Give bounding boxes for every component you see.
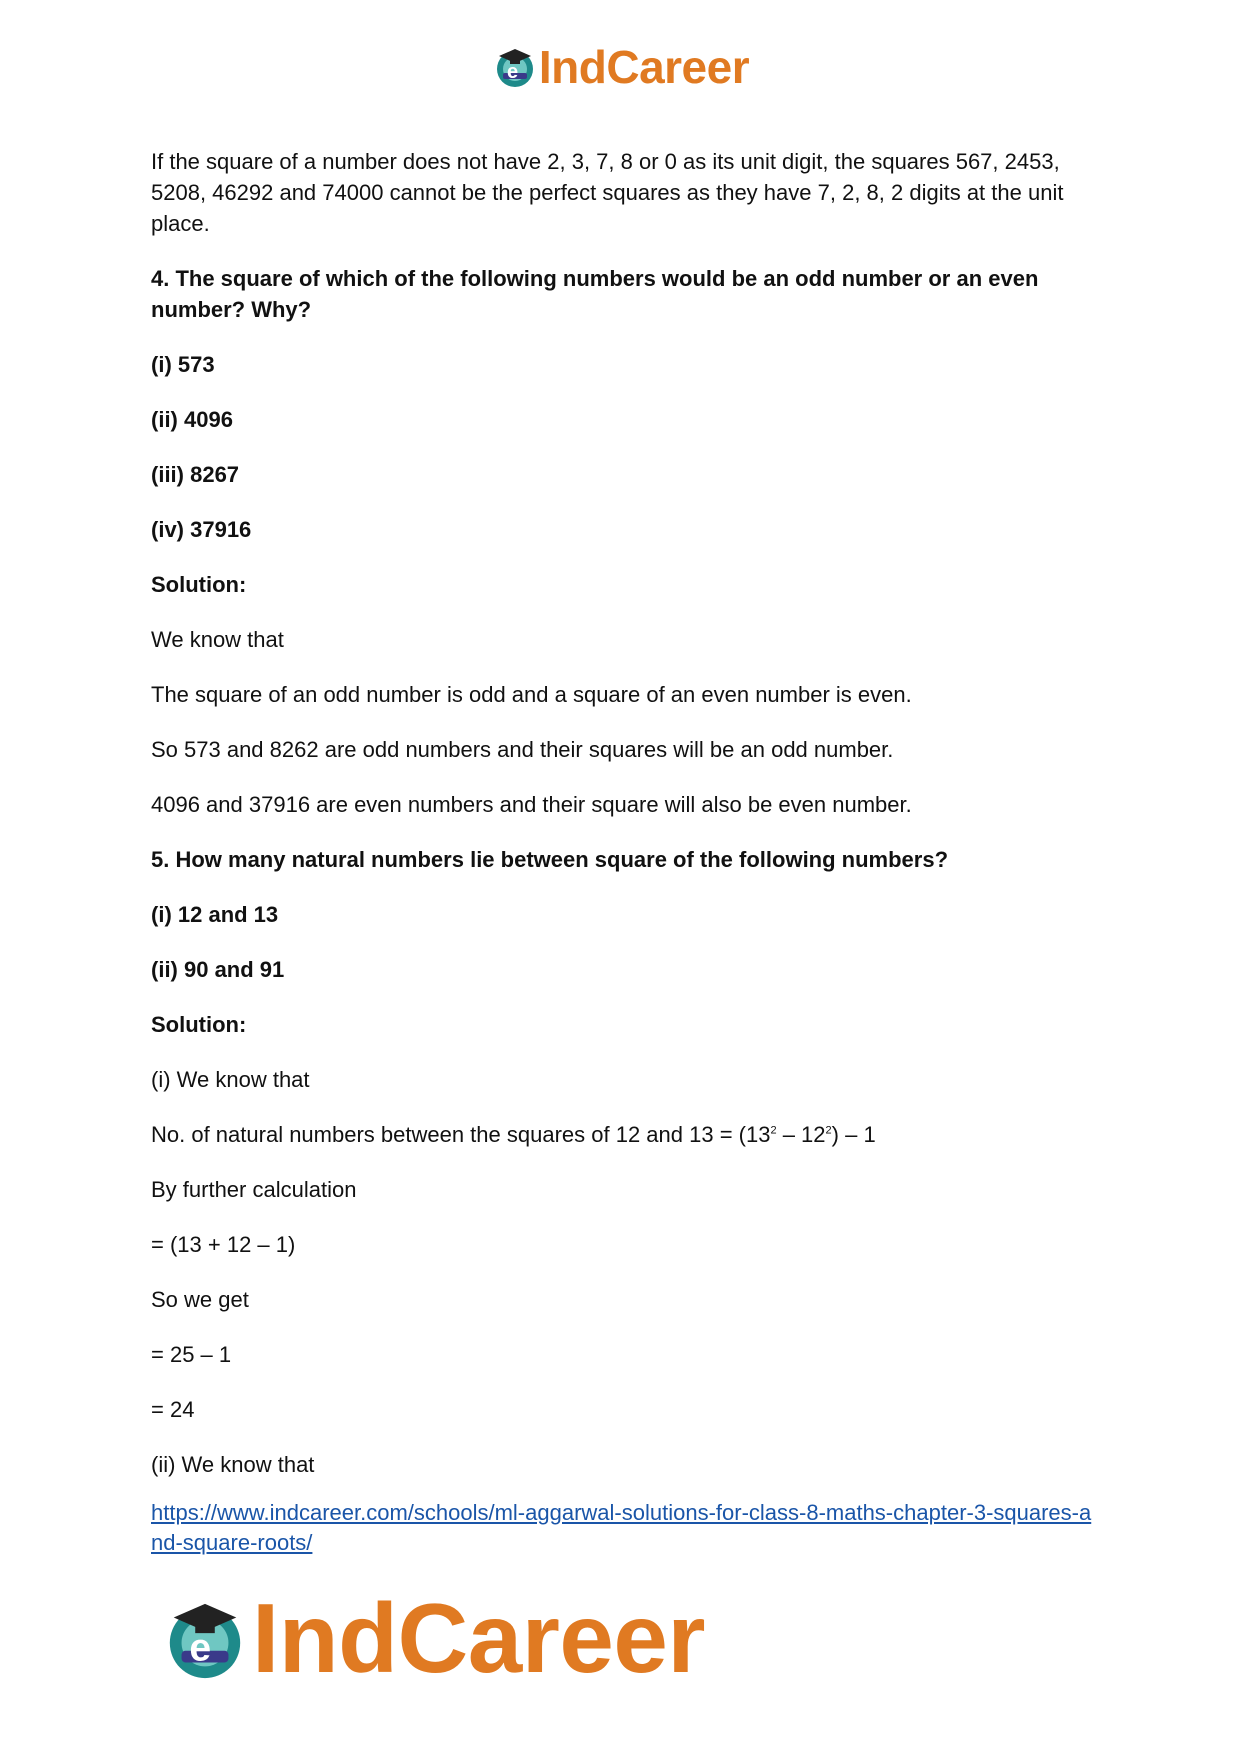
q4-option: (ii) 4096: [151, 407, 233, 432]
formula-prefix: No. of natural numbers between the squares of 12 and 13 = (13: [151, 1122, 771, 1147]
formula-suffix: ) – 1: [831, 1122, 876, 1147]
footer-logo: [162, 1582, 705, 1695]
graduation-cap-book-globe-icon: [493, 45, 537, 89]
q4-solution-line: So 573 and 8262 are odd numbers and their squares will be an odd number.: [151, 737, 894, 762]
q5-solution-line: (ii) We know that: [151, 1452, 315, 1477]
q4-solution-label: Solution:: [151, 572, 247, 597]
q4-option: (iii) 8267: [151, 462, 240, 487]
q5-solution-line: So we get: [151, 1287, 249, 1312]
formula-mid: – 12: [776, 1122, 826, 1147]
q5-solution-line: = 25 – 1: [151, 1342, 232, 1367]
q5-solution-line: = (13 + 12 – 1): [151, 1232, 296, 1257]
q5-solution-line: = 24: [151, 1397, 195, 1422]
question-4: 4. The square of which of the following numbers would be an odd number or an even number? Why?: [151, 266, 1039, 322]
formula-exponent: 2: [825, 1124, 832, 1137]
q5-formula: [151, 1119, 1096, 1150]
formula-exponent: 2: [770, 1124, 777, 1137]
q4-solution-line: We know that: [151, 627, 284, 652]
document-body: [151, 146, 1096, 1558]
intro-paragraph: If the square of a number does not have 2, 3, 7, 8 or 0 as its unit digit, the squares 567, 2453, 5208, 46292 and 74000 cannot be the perfect squares as they have 7, 2, 8, 2 digits at the unit place.: [151, 149, 1064, 236]
question-5: 5. How many natural numbers lie between square of the following numbers?: [151, 847, 949, 872]
q5-option: (i) 12 and 13: [151, 902, 279, 927]
q4-option: (i) 573: [151, 352, 215, 377]
svg-text:e: e: [189, 1626, 212, 1669]
q4-solution-line: The square of an odd number is odd and a square of an even number is even.: [151, 682, 912, 707]
logo-text: IndCareer: [538, 41, 750, 93]
q5-option: (ii) 90 and 91: [151, 957, 285, 982]
header-logo: [0, 40, 1242, 94]
q4-solution-line: 4096 and 37916 are even numbers and their square will also be even number.: [151, 792, 912, 817]
q4-option: (iv) 37916: [151, 517, 252, 542]
q5-solution-label: Solution:: [151, 1012, 247, 1037]
logo-text: IndCareer: [252, 1583, 706, 1693]
q5-solution-line: By further calculation: [151, 1177, 357, 1202]
q5-solution-line: (i) We know that: [151, 1067, 310, 1092]
graduation-cap-book-globe-icon: [162, 1596, 248, 1682]
source-link[interactable]: https://www.indcareer.com/schools/ml-aggarwal-solutions-for-class-8-maths-chapter-3-squares-and-square-roots/: [151, 1500, 1092, 1555]
svg-text:e: e: [506, 61, 518, 83]
